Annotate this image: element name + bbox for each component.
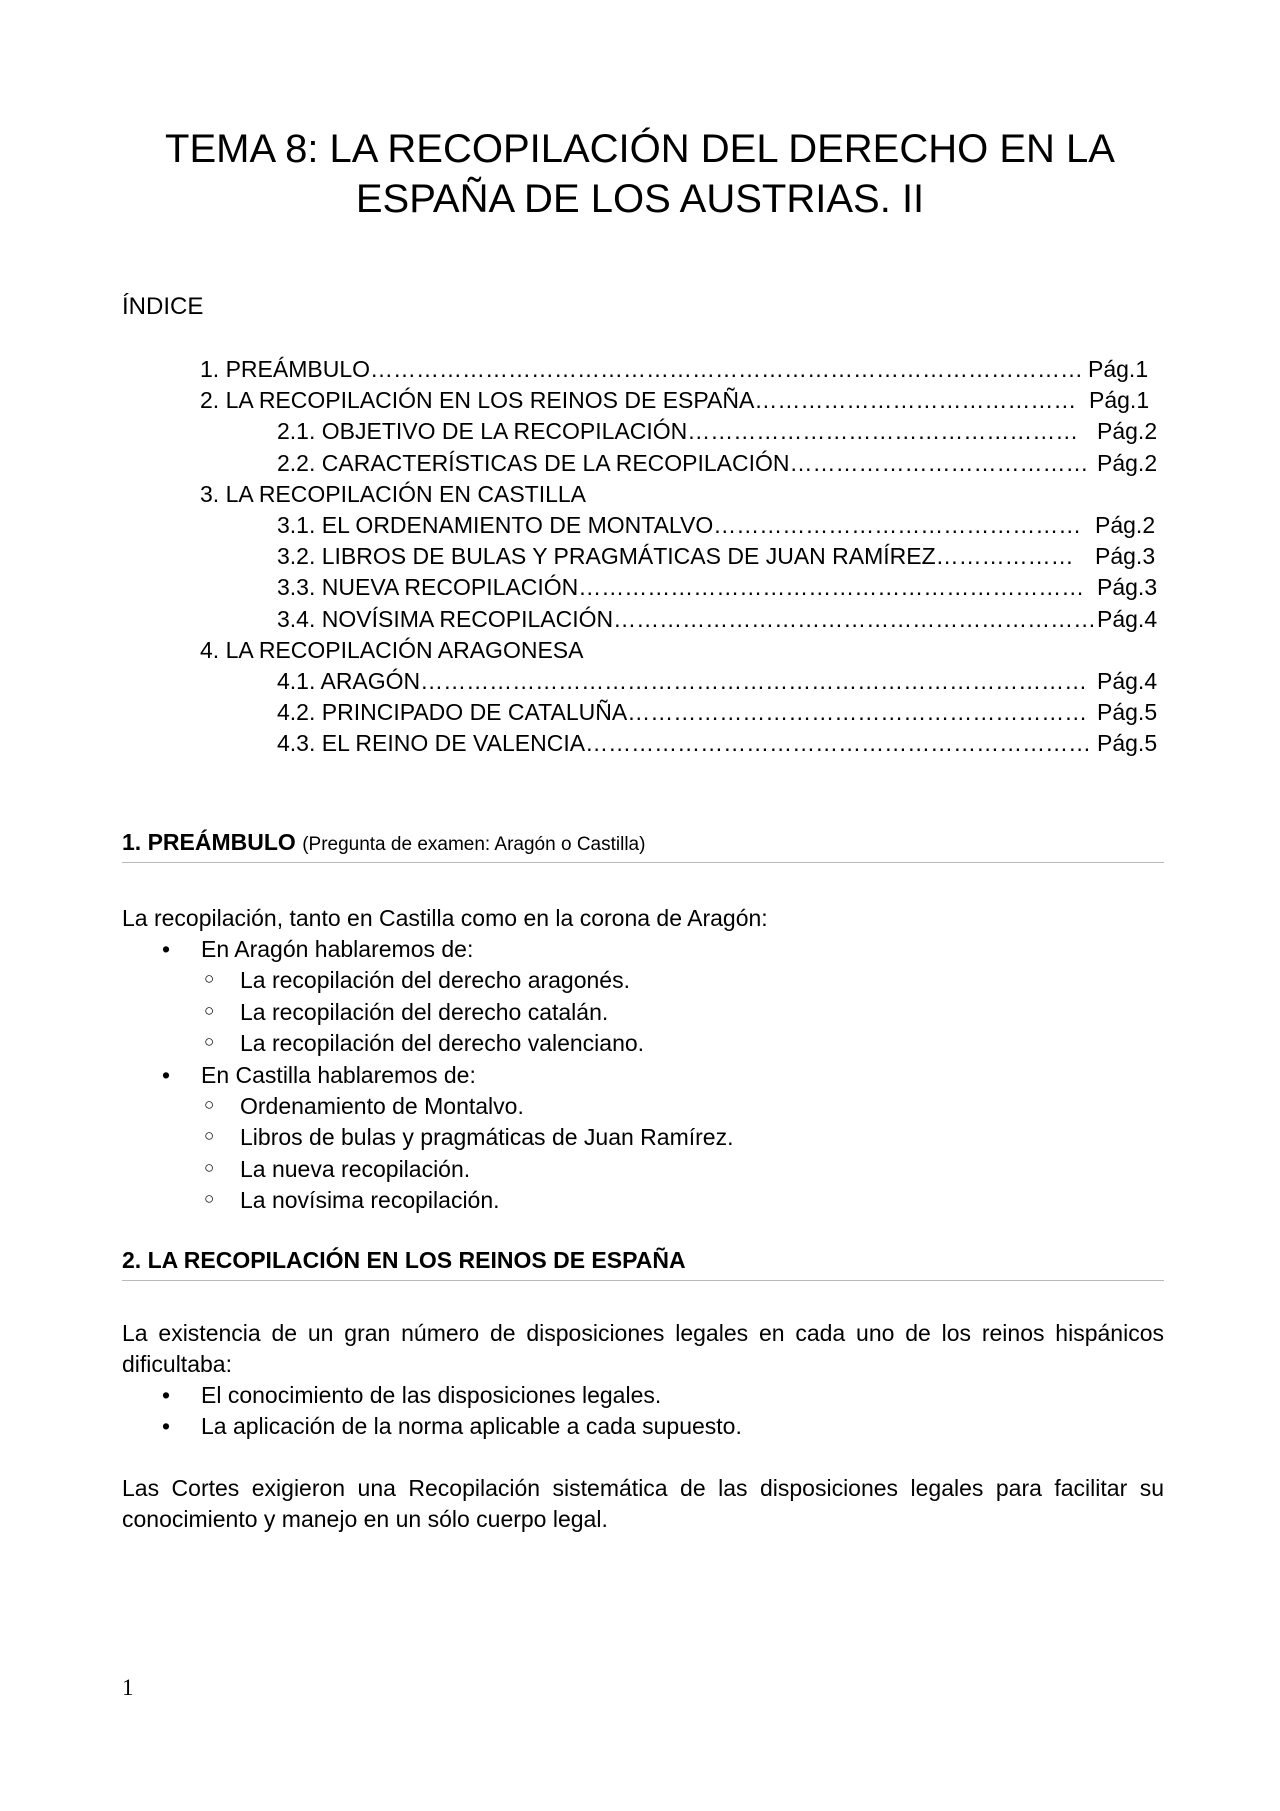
dot-leader: …………………………………… [754,387,1077,414]
list-item [122,1028,1164,1059]
document-title [120,124,1160,224]
toc-entry-label: 2. LA RECOPILACIÓN EN LOS REINOS DE ESPAÑA…………………………………… [200,387,1077,414]
toc-entry [0,728,1280,759]
section-1-title: 1. PREÁMBULO [122,829,296,855]
dot-leader: ……………… [935,543,1074,570]
list-item-text: La novísima recopilación. [240,1187,500,1214]
toc-entry-page: Pág.4 [1097,605,1158,632]
toc-entry [0,385,1280,416]
toc-entry-page: Pág.2 [1097,418,1158,445]
index-label: ÍNDICE [122,293,204,320]
toc-entry [0,510,1280,541]
toc-entry [0,572,1280,603]
list-item-text: La recopilación del derecho aragonés. [240,967,630,994]
section-2-paragraph-2: Las Cortes exigieron una Recopilación sistemática de las disposiciones legales para facilitar su conocimiento y manejo en un sólo cuerpo legal. [122,1475,1164,1532]
list-item-text: En Castilla hablaremos de: [201,1061,476,1088]
dot-leader: …………………………………………………… [627,699,1088,726]
toc-entry-label: 3.2. LIBROS DE BULAS Y PRAGMÁTICAS DE JUAN RAMÍREZ……………… [277,543,1074,570]
section-1-note: (Pregunta de examen: Aragón o Castilla) [302,834,646,855]
toc-entry-page: Pág.3 [1097,574,1158,601]
toc-entry-label: 3.1. EL ORDENAMIENTO DE MONTALVO………………………………………… [277,511,1082,538]
circle-bullet-icon: ○ [204,1095,215,1115]
list-item [122,1185,1164,1216]
toc-entry-page: Pág.2 [1097,449,1158,476]
list-item [122,1154,1164,1185]
toc-entry-label: 1. PREÁMBULO………………………………………………………………………………… [200,356,1083,382]
list-item [122,1060,1164,1091]
list-item [122,934,1164,965]
title-line-2: ESPAÑA DE LOS AUSTRIAS. II [355,177,925,221]
toc-entry-page: Pág.1 [1089,387,1150,414]
toc-entry [0,354,1280,385]
dot-leader: …………………………………………… [687,418,1079,445]
toc-entry-page: Pág.4 [1097,667,1158,694]
list-item [122,1122,1164,1153]
list-item-text: La nueva recopilación. [240,1155,471,1182]
circle-bullet-icon: ○ [204,969,215,989]
table-of-contents [0,354,1280,759]
list-item [122,1411,1164,1442]
bullet-icon: • [162,1413,171,1440]
bullet-icon: • [162,1382,171,1408]
toc-entry-label: 3.4. NOVÍSIMA RECOPILACIÓN……………………………………………………… [277,605,1097,632]
toc-entry-label: 4. LA RECOPILACIÓN ARAGONESA [200,636,584,663]
toc-entry-label: 4.3. EL REINO DE VALENCIA………………………………………………………… [277,730,1092,757]
section-2-list [122,1380,1164,1443]
toc-entry [0,697,1280,728]
page-number: 1 [122,1675,134,1700]
list-item-text: Ordenamiento de Montalvo. [240,1093,524,1120]
list-item-text: El conocimiento de las disposiciones legales. [201,1382,662,1408]
dot-leader: ……………………………………………………… [613,605,1097,632]
toc-entry-page: Pág.5 [1097,730,1158,757]
list-item-text: La aplicación de la norma aplicable a cada supuesto. [201,1413,742,1440]
list-item [122,1091,1164,1122]
list-item-text: La recopilación del derecho valenciano. [240,1030,645,1057]
bullet-icon: • [162,1061,171,1088]
list-item [122,965,1164,996]
toc-entry [0,448,1280,479]
section-2-heading [122,1247,1164,1281]
toc-entry-label: 4.2. PRINCIPADO DE CATALUÑA…………………………………………………… [277,699,1088,726]
dot-leader: ………………………………………………………………………………… [370,356,1083,382]
toc-entry-label: 2.2. CARACTERÍSTICAS DE LA RECOPILACIÓN………………………………… [277,449,1089,476]
dot-leader: ………………………………………………………… [585,730,1092,757]
list-item-text: La recopilación del derecho catalán. [240,998,609,1025]
list-item [122,997,1164,1028]
section-1-list [122,934,1164,1217]
toc-entry [0,604,1280,635]
circle-bullet-icon: ○ [204,1126,215,1146]
toc-entry [0,416,1280,447]
toc-entry-label: 3. LA RECOPILACIÓN EN CASTILLA [200,480,587,507]
section-1-intro: La recopilación, tanto en Castilla como en la corona de Aragón: [122,905,768,931]
section-2-title: 2. LA RECOPILACIÓN EN LOS REINOS DE ESPAÑA [122,1247,686,1273]
section-1-heading [122,829,1164,863]
dot-leader: ………………………………… [789,449,1089,476]
title-line-1: TEMA 8: LA RECOPILACIÓN DEL DERECHO EN LA [165,127,1115,171]
circle-bullet-icon: ○ [204,1000,215,1020]
circle-bullet-icon: ○ [204,1157,215,1177]
dot-leader: ………………………………………………………… [578,574,1085,601]
circle-bullet-icon: ○ [204,1189,215,1209]
toc-entry-label: 4.1. ARAGÓN…………………………………………………………………………… [277,667,1088,694]
toc-entry [0,479,1280,510]
toc-entry [0,666,1280,697]
circle-bullet-icon: ○ [204,1032,215,1052]
toc-entry-label: 2.1. OBJETIVO DE LA RECOPILACIÓN…………………………………………… [277,418,1079,445]
bullet-icon: • [162,936,171,962]
toc-entry [0,635,1280,666]
toc-entry-page: Pág.2 [1095,511,1156,538]
toc-entry-page: Pág.1 [1088,356,1149,382]
dot-leader: …………………………………………………………………………… [420,667,1088,694]
toc-entry-page: Pág.5 [1097,699,1158,726]
toc-entry-label: 3.3. NUEVA RECOPILACIÓN………………………………………………………… [277,574,1085,601]
list-item-text: Libros de bulas y pragmáticas de Juan Ramírez. [240,1124,734,1151]
dot-leader: ………………………………………… [713,511,1082,538]
section-2-paragraph-1: La existencia de un gran número de disposiciones legales en cada uno de los reinos hispánicos dificultaba: [122,1320,1164,1377]
list-item [122,1380,1164,1411]
toc-entry-page: Pág.3 [1095,543,1156,570]
toc-entry [0,541,1280,572]
list-item-text: En Aragón hablaremos de: [201,936,474,962]
